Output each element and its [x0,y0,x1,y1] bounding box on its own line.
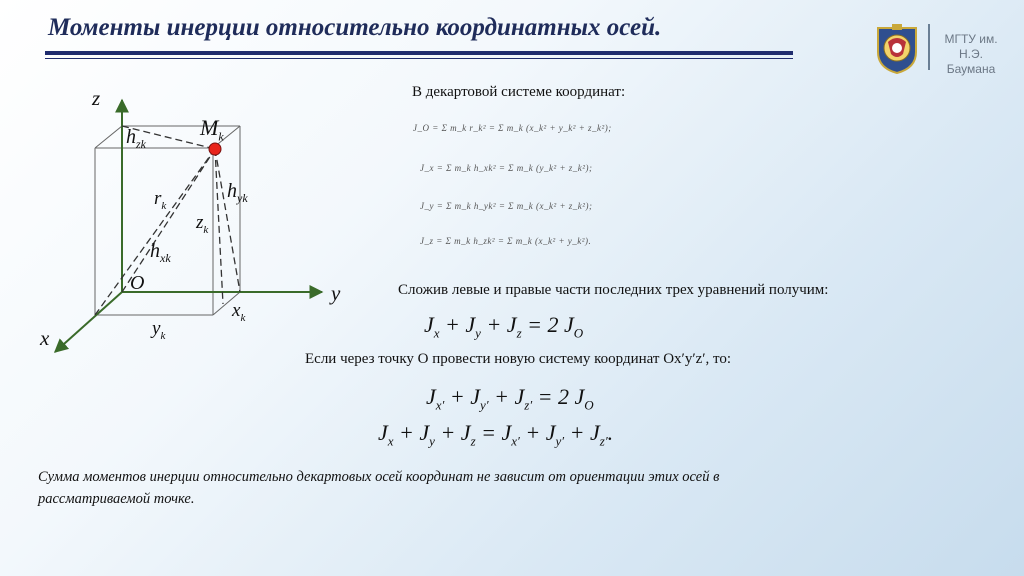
hzk-label-sub: zk [136,137,146,151]
zk-label-sub: k [203,223,209,236]
sum-equation-2: $J_{x'} + J_{y'} + J_{z'} = 2$ $J_O$ [426,384,594,413]
page-title: Моменты инерции относительно координатных осей. [48,14,662,41]
sum-equation-1: $J_x + J_y + J_z = 2$ $J_O$ [424,312,584,341]
point-mk-label [200,115,224,144]
hxk-label [150,240,171,266]
xk-label-main: x [232,300,241,321]
point-mk [209,143,221,155]
yk-label [152,318,165,342]
y-axis-label: y [331,281,341,305]
hzk-label [126,126,146,152]
equation-jz: J_z = Σ m_k h_zk² = Σ m_k (x_k² + y_k²). [420,236,592,246]
x-axis [55,292,122,352]
yk-label-main: y [152,318,161,339]
x-axis-label: x [40,326,50,350]
hyk-label-sub: yk [237,191,248,205]
hyk-label [227,180,248,206]
adding-equations-text: Сложив левые и правые части последних трех уравнений получим: [398,282,829,298]
hyk-label-main: h [227,180,237,202]
new-system-text: Если через точку О провести новую систему координат Ox′y′z′, то: [305,351,732,367]
university-line-1: МГТУ им. Н.Э. [944,32,998,61]
rk-label-sub: k [161,199,167,212]
equation-jo: J_O = Σ m_k r_k² = Σ m_k (x_k² + y_k² + z_k²); [413,123,612,133]
cartesian-intro: В декартовой системе координат: [412,84,626,100]
mk-label-sub: k [218,129,224,144]
zk-label-main: z [196,212,204,233]
equation-jx: J_x = Σ m_k h_xk² = Σ m_k (y_k² + z_k²); [420,163,593,173]
hzk-label-main: h [126,126,136,148]
equation-jy: J_y = Σ m_k h_yk² = Σ m_k (x_k² + z_k²); [420,201,593,211]
hxk-label-main: h [150,240,160,262]
rk-label [154,188,166,212]
mk-label-main: M [200,115,219,140]
xk-label-sub: k [240,311,246,324]
xk-label [232,300,245,324]
yk-label-sub: k [160,329,166,342]
summary-text: Сумма моментов инерции относительно декартовых осей координат не зависит от ориентации этих осей в рассматриваемой точке. [38,469,720,507]
hxk-label-sub: xk [160,251,171,265]
rk-label-main: r [154,188,162,209]
origin-label: O [130,272,145,294]
sum-equation-3: $J_x + J_y + J_z = J_{x'} + J_{y'} + J_{z'}$. [378,420,614,449]
zk-label [196,212,208,236]
z-axis-label: z [92,86,101,110]
university-line-2: Баумана [946,62,996,76]
